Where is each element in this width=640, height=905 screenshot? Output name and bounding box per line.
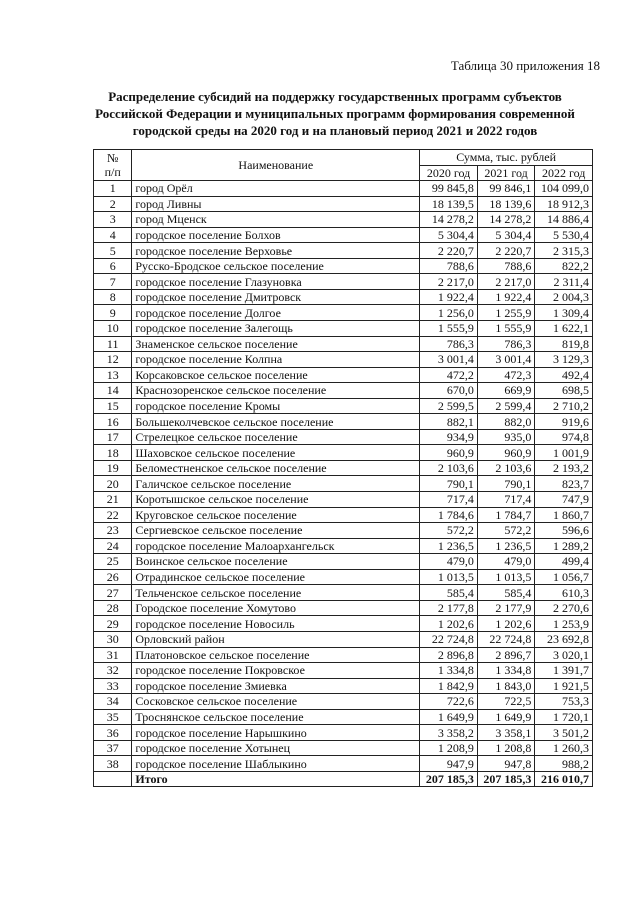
row-number: 25 [94,554,132,570]
row-value-2020: 572,2 [420,523,478,539]
row-number: 12 [94,352,132,368]
row-value-2022: 2 315,3 [535,243,593,259]
table-row [94,492,593,508]
table-row [94,398,593,414]
row-value-2022: 747,9 [535,492,593,508]
total-name: Итого [132,771,420,787]
row-value-2022: 2 710,2 [535,398,593,414]
table-row [94,647,593,663]
row-value-2022: 5 530,4 [535,227,593,243]
table-row [94,243,593,259]
row-number: 33 [94,678,132,694]
row-name: Знаменское сельское поселение [132,336,420,352]
row-value-2021: 5 304,4 [477,227,535,243]
table-row [94,212,593,228]
row-number: 8 [94,289,132,305]
row-value-2022: 988,2 [535,756,593,772]
row-number: 32 [94,663,132,679]
total-value-2021: 207 185,3 [477,771,535,787]
row-value-2022: 610,3 [535,585,593,601]
subsidies-table [93,149,593,787]
row-value-2020: 3 358,2 [420,725,478,741]
row-value-2020: 882,1 [420,414,478,430]
row-value-2020: 1 649,9 [420,709,478,725]
row-name: городское поселение Покровское [132,663,420,679]
row-value-2022: 1 056,7 [535,569,593,585]
total-row [94,771,593,787]
row-name: городское поселение Болхов [132,227,420,243]
table-row [94,227,593,243]
row-number: 17 [94,429,132,445]
row-value-2022: 2 193,2 [535,460,593,476]
row-name: Стрелецкое сельское поселение [132,429,420,445]
row-name: Отрадинское сельское поселение [132,569,420,585]
row-value-2020: 1 922,4 [420,289,478,305]
table-row [94,554,593,570]
title-line: Российской Федерации и муниципальных программ формирования современной [95,106,575,121]
row-value-2021: 1 649,9 [477,709,535,725]
row-name: городское поселение Верховье [132,243,420,259]
row-number: 27 [94,585,132,601]
table-row [94,585,593,601]
row-name: город Орёл [132,181,420,197]
row-name: Орловский район [132,631,420,647]
row-number: 26 [94,569,132,585]
row-value-2022: 1 309,4 [535,305,593,321]
table-row [94,616,593,632]
row-value-2020: 788,6 [420,258,478,274]
row-number: 18 [94,445,132,461]
row-value-2021: 1 784,7 [477,507,535,523]
row-number: 34 [94,694,132,710]
row-value-2021: 14 278,2 [477,212,535,228]
table-row [94,367,593,383]
row-name: город Ливны [132,196,420,212]
row-value-2022: 3 501,2 [535,725,593,741]
row-value-2020: 2 177,8 [420,600,478,616]
row-value-2021: 669,9 [477,383,535,399]
table-row [94,289,593,305]
row-value-2021: 788,6 [477,258,535,274]
row-value-2022: 698,5 [535,383,593,399]
row-value-2021: 3 001,4 [477,352,535,368]
row-value-2021: 717,4 [477,492,535,508]
row-value-2022: 974,8 [535,429,593,445]
row-value-2020: 2 103,6 [420,460,478,476]
row-value-2022: 104 099,0 [535,181,593,197]
row-value-2022: 3 129,3 [535,352,593,368]
row-value-2020: 786,3 [420,336,478,352]
row-value-2020: 2 220,7 [420,243,478,259]
header-num-line1: № [106,151,119,166]
row-name: Тельченское сельское поселение [132,585,420,601]
row-number: 4 [94,227,132,243]
row-value-2020: 1 784,6 [420,507,478,523]
row-name: городское поселение Дмитровск [132,289,420,305]
header-year-2020: 2020 год [420,165,478,181]
row-number: 5 [94,243,132,259]
row-value-2020: 18 139,5 [420,196,478,212]
row-value-2020: 22 724,8 [420,631,478,647]
row-value-2021: 882,0 [477,414,535,430]
row-value-2021: 572,2 [477,523,535,539]
row-value-2021: 1 555,9 [477,321,535,337]
row-value-2021: 2 103,6 [477,460,535,476]
row-value-2022: 1 001,9 [535,445,593,461]
row-value-2021: 1 013,5 [477,569,535,585]
row-name: городское поселение Глазуновка [132,274,420,290]
row-value-2020: 670,0 [420,383,478,399]
table-row [94,523,593,539]
row-number: 6 [94,258,132,274]
row-number: 16 [94,414,132,430]
row-value-2021: 472,3 [477,367,535,383]
row-value-2020: 1 236,5 [420,538,478,554]
row-number: 22 [94,507,132,523]
row-value-2022: 1 391,7 [535,663,593,679]
row-value-2021: 22 724,8 [477,631,535,647]
total-value-2020: 207 185,3 [420,771,478,787]
row-name: городское поселение Змиевка [132,678,420,694]
title-line: городской среды на 2020 год и на плановый период 2021 и 2022 годов [132,123,538,138]
row-value-2021: 1 255,9 [477,305,535,321]
row-value-2021: 479,0 [477,554,535,570]
row-name: Платоновское сельское поселение [132,647,420,663]
row-value-2020: 947,9 [420,756,478,772]
row-number: 30 [94,631,132,647]
row-value-2020: 585,4 [420,585,478,601]
row-value-2020: 14 278,2 [420,212,478,228]
row-name: Большеколчевское сельское поселение [132,414,420,430]
table-row [94,336,593,352]
row-number: 11 [94,336,132,352]
row-value-2022: 1 260,3 [535,740,593,756]
row-value-2022: 1 720,1 [535,709,593,725]
row-name: город Мценск [132,212,420,228]
row-value-2020: 3 001,4 [420,352,478,368]
table-row [94,196,593,212]
row-value-2022: 1 860,7 [535,507,593,523]
header-sum: Сумма, тыс. рублей [420,150,593,166]
row-number: 13 [94,367,132,383]
header-year-2021: 2021 год [477,165,535,181]
row-name: городское поселение Новосиль [132,616,420,632]
table-caption: Таблица 30 приложения 18 [450,58,600,73]
table-row [94,414,593,430]
row-value-2022: 14 886,4 [535,212,593,228]
row-value-2021: 2 220,7 [477,243,535,259]
row-number: 28 [94,600,132,616]
row-value-2022: 492,4 [535,367,593,383]
table-row [94,725,593,741]
row-name: городское поселение Залегощь [132,321,420,337]
row-value-2020: 99 845,8 [420,181,478,197]
row-name: городское поселение Колпна [132,352,420,368]
header-num-line2: п/п [104,165,121,180]
row-value-2020: 1 555,9 [420,321,478,337]
table-row [94,476,593,492]
row-value-2020: 1 208,9 [420,740,478,756]
row-number: 19 [94,460,132,476]
row-value-2021: 18 139,6 [477,196,535,212]
table-row [94,694,593,710]
row-value-2021: 722,5 [477,694,535,710]
row-value-2022: 753,3 [535,694,593,710]
row-number: 20 [94,476,132,492]
row-name: Корсаковское сельское поселение [132,367,420,383]
row-number: 37 [94,740,132,756]
row-value-2020: 1 334,8 [420,663,478,679]
row-value-2021: 935,0 [477,429,535,445]
row-value-2022: 1 289,2 [535,538,593,554]
row-value-2020: 960,9 [420,445,478,461]
header-year-2022: 2022 год [535,165,593,181]
row-name: Троснянское сельское поселение [132,709,420,725]
table-row [94,429,593,445]
table-row [94,709,593,725]
row-number: 3 [94,212,132,228]
row-number: 7 [94,274,132,290]
row-number: 24 [94,538,132,554]
row-value-2020: 1 013,5 [420,569,478,585]
row-value-2020: 934,9 [420,429,478,445]
table-row [94,383,593,399]
table-row [94,569,593,585]
row-name: городское поселение Хотынец [132,740,420,756]
table-row [94,321,593,337]
row-value-2021: 2 217,0 [477,274,535,290]
table-row [94,258,593,274]
row-name: Краснозоренское сельское поселение [132,383,420,399]
header-row [94,150,593,166]
row-number: 29 [94,616,132,632]
table-row [94,274,593,290]
row-value-2021: 2 599,4 [477,398,535,414]
row-value-2021: 3 358,1 [477,725,535,741]
row-value-2022: 823,7 [535,476,593,492]
row-value-2021: 960,9 [477,445,535,461]
row-value-2021: 1 334,8 [477,663,535,679]
row-number: 15 [94,398,132,414]
row-value-2022: 919,6 [535,414,593,430]
table-row [94,507,593,523]
header-name: Наименование [132,150,420,181]
row-value-2022: 499,4 [535,554,593,570]
row-name: Круговское сельское поселение [132,507,420,523]
row-number: 9 [94,305,132,321]
row-value-2020: 790,1 [420,476,478,492]
table-row [94,305,593,321]
row-value-2022: 1 253,9 [535,616,593,632]
table-row [94,352,593,368]
row-name: Коротышское сельское поселение [132,492,420,508]
table-row [94,663,593,679]
row-value-2020: 2 217,0 [420,274,478,290]
row-number: 23 [94,523,132,539]
row-value-2021: 2 177,9 [477,600,535,616]
row-name: Воинское сельское поселение [132,554,420,570]
row-value-2020: 5 304,4 [420,227,478,243]
table-row [94,678,593,694]
row-number: 21 [94,492,132,508]
table-row [94,631,593,647]
row-number: 1 [94,181,132,197]
total-value-2022: 216 010,7 [535,771,593,787]
row-value-2020: 722,6 [420,694,478,710]
row-value-2022: 2 311,4 [535,274,593,290]
row-value-2022: 596,6 [535,523,593,539]
row-value-2022: 23 692,8 [535,631,593,647]
row-number: 36 [94,725,132,741]
row-value-2021: 1 843,0 [477,678,535,694]
table-row [94,600,593,616]
row-value-2020: 479,0 [420,554,478,570]
row-name: Городское поселение Хомутово [132,600,420,616]
row-value-2021: 99 846,1 [477,181,535,197]
table-row [94,756,593,772]
row-value-2021: 2 896,7 [477,647,535,663]
row-name: Галичское сельское поселение [132,476,420,492]
row-name: Сосковское сельское поселение [132,694,420,710]
row-name: городское поселение Шаблыкино [132,756,420,772]
row-value-2021: 790,1 [477,476,535,492]
row-name: городское поселение Нарышкино [132,725,420,741]
table-row [94,460,593,476]
row-value-2021: 786,3 [477,336,535,352]
row-value-2020: 472,2 [420,367,478,383]
table-row [94,445,593,461]
document-title [70,88,600,139]
table-row [94,740,593,756]
row-value-2021: 1 202,6 [477,616,535,632]
row-number: 2 [94,196,132,212]
table-body [94,181,593,787]
row-value-2020: 1 256,0 [420,305,478,321]
row-name: городское поселение Малоархангельск [132,538,420,554]
row-number: 14 [94,383,132,399]
total-number [94,771,132,787]
row-number: 10 [94,321,132,337]
row-value-2022: 3 020,1 [535,647,593,663]
row-value-2022: 819,8 [535,336,593,352]
row-name: городское поселение Кромы [132,398,420,414]
row-value-2022: 2 004,3 [535,289,593,305]
row-value-2020: 2 599,5 [420,398,478,414]
row-number: 38 [94,756,132,772]
row-value-2021: 1 236,5 [477,538,535,554]
row-number: 31 [94,647,132,663]
row-value-2022: 1 921,5 [535,678,593,694]
row-name: Беломестненское сельское поселение [132,460,420,476]
row-value-2020: 1 202,6 [420,616,478,632]
row-value-2021: 1 922,4 [477,289,535,305]
row-name: городское поселение Долгое [132,305,420,321]
table-row [94,181,593,197]
row-value-2020: 717,4 [420,492,478,508]
row-name: Шаховское сельское поселение [132,445,420,461]
row-value-2022: 18 912,3 [535,196,593,212]
row-name: Русско-Бродское сельское поселение [132,258,420,274]
row-value-2022: 2 270,6 [535,600,593,616]
row-name: Сергиевское сельское поселение [132,523,420,539]
row-value-2021: 585,4 [477,585,535,601]
row-value-2020: 1 842,9 [420,678,478,694]
title-line: Распределение субсидий на поддержку государственных программ субъектов [108,89,562,104]
row-value-2021: 1 208,8 [477,740,535,756]
row-value-2020: 2 896,8 [420,647,478,663]
row-value-2022: 822,2 [535,258,593,274]
header-num [94,150,132,181]
row-value-2022: 1 622,1 [535,321,593,337]
row-number: 35 [94,709,132,725]
row-value-2021: 947,8 [477,756,535,772]
table-row [94,538,593,554]
